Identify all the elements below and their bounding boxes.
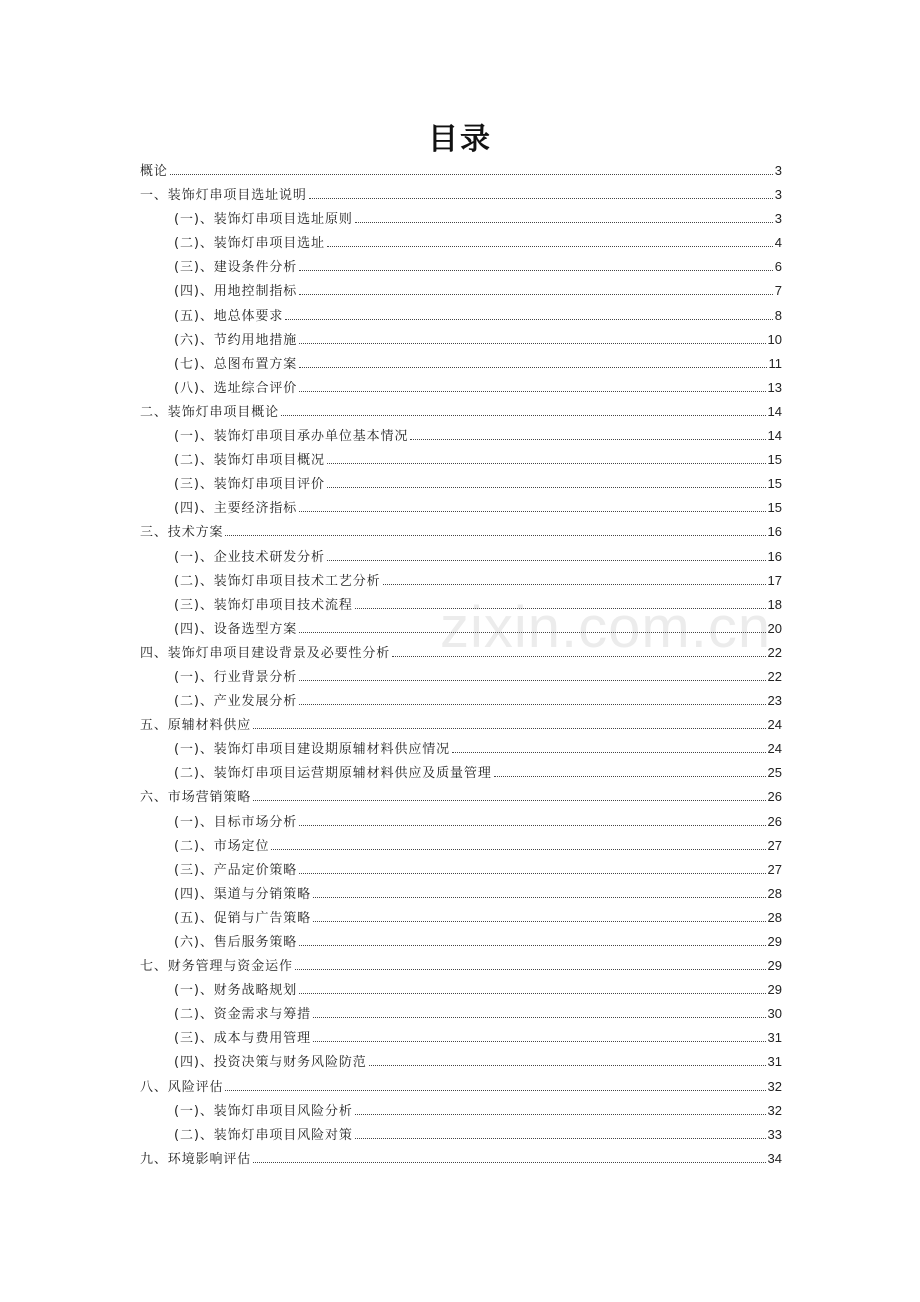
toc-page-number: 27 bbox=[767, 861, 782, 877]
dot-leader bbox=[299, 704, 765, 705]
toc-subentry[interactable] bbox=[140, 811, 782, 835]
toc-subentry[interactable] bbox=[140, 256, 782, 280]
dot-leader bbox=[355, 222, 773, 223]
toc-page-number: 28 bbox=[767, 909, 782, 925]
toc-entry-label: 六、市场营销策略 bbox=[140, 790, 252, 806]
dot-leader bbox=[299, 294, 773, 295]
toc-page-number: 30 bbox=[767, 1006, 782, 1022]
page-title: 目录 bbox=[428, 122, 492, 157]
toc-page-number: 15 bbox=[767, 452, 782, 468]
toc-entry[interactable] bbox=[140, 521, 782, 545]
toc-page-number: 29 bbox=[767, 958, 782, 974]
toc-entry-label: (一)、装饰灯串项目风险分析 bbox=[174, 1103, 353, 1119]
dot-leader bbox=[225, 535, 765, 536]
dot-leader bbox=[313, 1017, 765, 1018]
dot-leader bbox=[299, 367, 766, 368]
dot-leader bbox=[299, 270, 773, 271]
toc-subentry[interactable] bbox=[140, 1027, 782, 1051]
toc-page-number: 16 bbox=[767, 548, 782, 564]
toc-page-number: 29 bbox=[767, 982, 782, 998]
dot-leader bbox=[299, 993, 765, 994]
toc-subentry[interactable] bbox=[140, 1003, 782, 1027]
dot-leader bbox=[313, 1041, 765, 1042]
toc-page-number: 32 bbox=[767, 1078, 782, 1094]
toc-entry-label: (六)、节约用地措施 bbox=[174, 332, 298, 348]
toc-entry[interactable] bbox=[140, 1076, 782, 1100]
toc-page-number: 10 bbox=[767, 331, 782, 347]
toc-entry-label: (一)、装饰灯串项目承办单位基本情况 bbox=[174, 429, 409, 445]
toc-entry-label: (四)、设备选型方案 bbox=[174, 621, 298, 637]
toc-subentry[interactable] bbox=[140, 1124, 782, 1148]
toc-page-number: 7 bbox=[774, 283, 782, 299]
dot-leader bbox=[494, 776, 766, 777]
dot-leader bbox=[281, 415, 766, 416]
toc-entry-label: (一)、行业背景分析 bbox=[174, 669, 298, 685]
toc-entry-label: 二、装饰灯串项目概论 bbox=[140, 404, 280, 420]
toc-page-number: 31 bbox=[767, 1030, 782, 1046]
toc-subentry[interactable] bbox=[140, 353, 782, 377]
table-of-contents bbox=[140, 160, 782, 1172]
toc-entry-label: (四)、渠道与分销策略 bbox=[174, 886, 312, 902]
toc-entry-label: 三、技术方案 bbox=[140, 525, 224, 541]
toc-entry-label: (八)、选址综合评价 bbox=[174, 380, 298, 396]
toc-entry-label: (二)、市场定位 bbox=[174, 838, 270, 854]
toc-entry-label: (二)、装饰灯串项目运营期原辅材料供应及质量管理 bbox=[174, 766, 492, 782]
toc-entry-label: (一)、装饰灯串项目建设期原辅材料供应情况 bbox=[174, 742, 451, 758]
dot-leader bbox=[170, 174, 773, 175]
toc-entry[interactable] bbox=[140, 786, 782, 810]
dot-leader bbox=[299, 511, 765, 512]
toc-entry-label: (六)、售后服务策略 bbox=[174, 935, 298, 950]
toc-subentry[interactable] bbox=[140, 883, 782, 907]
toc-entry-label: (一)、企业技术研发分析 bbox=[174, 549, 325, 565]
toc-page-number: 22 bbox=[767, 644, 782, 660]
dot-leader bbox=[299, 945, 765, 946]
toc-subentry[interactable] bbox=[140, 859, 782, 883]
toc-page-number: 4 bbox=[774, 235, 782, 251]
toc-entry-label: (三)、装饰灯串项目技术流程 bbox=[174, 597, 353, 613]
toc-page-number: 26 bbox=[767, 789, 782, 805]
toc-page-number: 24 bbox=[767, 717, 782, 733]
toc-entry[interactable] bbox=[140, 1148, 782, 1172]
toc-page-number: 14 bbox=[767, 428, 782, 444]
toc-page-number: 17 bbox=[767, 572, 782, 588]
dot-leader bbox=[313, 921, 765, 922]
toc-entry[interactable] bbox=[140, 184, 782, 208]
toc-subentry[interactable] bbox=[140, 931, 782, 955]
dot-leader bbox=[309, 198, 773, 199]
toc-entry-label: (四)、用地控制指标 bbox=[174, 284, 298, 300]
toc-subentry[interactable] bbox=[140, 666, 782, 690]
dot-leader bbox=[355, 1114, 766, 1115]
toc-subentry[interactable] bbox=[140, 835, 782, 859]
dot-leader bbox=[299, 825, 765, 826]
toc-page-number: 18 bbox=[767, 596, 782, 612]
dot-leader bbox=[327, 463, 766, 464]
toc-entry-label: (七)、总图布置方案 bbox=[174, 356, 298, 372]
dot-leader bbox=[253, 728, 765, 729]
toc-page-number: 3 bbox=[774, 163, 782, 178]
toc-entry[interactable] bbox=[140, 955, 782, 979]
toc-subentry[interactable] bbox=[140, 473, 782, 497]
toc-entry-label: 四、装饰灯串项目建设背景及必要性分析 bbox=[140, 645, 391, 661]
toc-entry-label: (五)、地总体要求 bbox=[174, 308, 284, 324]
toc-page-number: 6 bbox=[774, 259, 782, 275]
dot-leader bbox=[327, 246, 773, 247]
toc-page-number: 32 bbox=[767, 1102, 782, 1118]
toc-subentry[interactable] bbox=[140, 762, 782, 786]
toc-entry-label: 五、原辅材料供应 bbox=[140, 718, 252, 734]
toc-entry-label: (四)、主要经济指标 bbox=[174, 501, 298, 517]
toc-page-number: 26 bbox=[767, 813, 782, 829]
toc-subentry[interactable] bbox=[140, 979, 782, 1003]
toc-entry-label: 九、环境影响评估 bbox=[140, 1151, 252, 1167]
toc-entry-label: (三)、建设条件分析 bbox=[174, 260, 298, 276]
toc-entry-label: (五)、促销与广告策略 bbox=[174, 910, 312, 926]
dot-leader bbox=[369, 1065, 766, 1066]
dot-leader bbox=[383, 584, 766, 585]
toc-subentry[interactable] bbox=[140, 280, 782, 304]
toc-subentry[interactable] bbox=[140, 425, 782, 449]
dot-leader bbox=[271, 849, 765, 850]
toc-page-number: 33 bbox=[767, 1126, 782, 1142]
dot-leader bbox=[295, 969, 766, 970]
watermark: zixin.com.cn bbox=[440, 595, 772, 660]
toc-entry-label: (四)、投资决策与财务风险防范 bbox=[174, 1055, 367, 1071]
dot-leader bbox=[299, 680, 765, 681]
toc-subentry[interactable] bbox=[140, 305, 782, 329]
toc-subentry[interactable] bbox=[140, 329, 782, 353]
toc-page-number: 3 bbox=[774, 211, 782, 227]
dot-leader bbox=[327, 560, 766, 561]
toc-subentry[interactable] bbox=[140, 738, 782, 762]
toc-subentry[interactable] bbox=[140, 208, 782, 232]
toc-page-number: 14 bbox=[767, 403, 782, 419]
toc-entry-label: 八、风险评估 bbox=[140, 1079, 224, 1095]
toc-page-number: 11 bbox=[768, 355, 782, 371]
toc-entry-label: (二)、产业发展分析 bbox=[174, 694, 298, 710]
toc-page-number: 22 bbox=[767, 668, 782, 684]
dot-leader bbox=[225, 1090, 765, 1091]
toc-page-number: 20 bbox=[767, 620, 782, 636]
toc-page-number: 15 bbox=[767, 476, 782, 492]
dot-leader bbox=[327, 487, 766, 488]
toc-entry-label: (二)、装饰灯串项目概况 bbox=[174, 453, 325, 469]
toc-subentry[interactable] bbox=[140, 497, 782, 521]
toc-entry-label: 七、财务管理与资金运作 bbox=[140, 959, 293, 975]
toc-entry[interactable] bbox=[140, 160, 782, 184]
toc-entry-label: (三)、成本与费用管理 bbox=[174, 1031, 312, 1047]
toc-entry-label: (三)、装饰灯串项目评价 bbox=[174, 477, 325, 493]
toc-page-number: 3 bbox=[774, 187, 782, 203]
toc-page-number: 8 bbox=[774, 307, 782, 323]
toc-subentry[interactable] bbox=[140, 907, 782, 931]
toc-page-number: 15 bbox=[767, 500, 782, 516]
dot-leader bbox=[299, 873, 765, 874]
dot-leader bbox=[410, 439, 765, 440]
dot-leader bbox=[452, 752, 765, 753]
toc-subentry[interactable] bbox=[140, 690, 782, 714]
toc-page-number: 28 bbox=[767, 885, 782, 901]
dot-leader bbox=[285, 319, 773, 320]
toc-entry-label: (二)、资金需求与筹措 bbox=[174, 1007, 312, 1023]
dot-leader bbox=[313, 897, 765, 898]
toc-entry-label: (二)、装饰灯串项目选址 bbox=[174, 236, 325, 252]
toc-subentry[interactable] bbox=[140, 1051, 782, 1075]
dot-leader bbox=[355, 1138, 766, 1139]
toc-entry-label: (三)、产品定价策略 bbox=[174, 862, 298, 878]
toc-page-number: 25 bbox=[767, 765, 782, 781]
dot-leader bbox=[253, 1162, 765, 1163]
toc-entry-label: (二)、装饰灯串项目技术工艺分析 bbox=[174, 573, 381, 589]
toc-page-number: 31 bbox=[767, 1054, 782, 1070]
toc-subentry[interactable] bbox=[140, 1100, 782, 1124]
toc-entry-label: (一)、财务战略规划 bbox=[174, 983, 298, 999]
toc-subentry[interactable] bbox=[140, 449, 782, 473]
toc-page-number: 29 bbox=[767, 934, 782, 949]
dot-leader bbox=[253, 800, 765, 801]
toc-subentry[interactable] bbox=[140, 570, 782, 594]
toc-subentry[interactable] bbox=[140, 377, 782, 401]
toc-entry[interactable] bbox=[140, 714, 782, 738]
toc-entry-label: 一、装饰灯串项目选址说明 bbox=[140, 188, 307, 204]
toc-page-number: 16 bbox=[767, 524, 782, 540]
toc-page-number: 13 bbox=[767, 379, 782, 395]
toc-entry-label: 概论 bbox=[140, 164, 168, 179]
toc-subentry[interactable] bbox=[140, 546, 782, 570]
toc-page-number: 23 bbox=[767, 693, 782, 709]
dot-leader bbox=[299, 343, 765, 344]
dot-leader bbox=[299, 391, 765, 392]
toc-subentry[interactable] bbox=[140, 232, 782, 256]
toc-entry-label: (二)、装饰灯串项目风险对策 bbox=[174, 1127, 353, 1143]
toc-entry-label: (一)、目标市场分析 bbox=[174, 814, 298, 830]
toc-entry-label: (一)、装饰灯串项目选址原则 bbox=[174, 212, 353, 228]
toc-page-number: 24 bbox=[767, 741, 782, 757]
toc-page-number: 34 bbox=[767, 1150, 782, 1166]
toc-entry[interactable] bbox=[140, 401, 782, 425]
toc-page-number: 27 bbox=[767, 837, 782, 853]
